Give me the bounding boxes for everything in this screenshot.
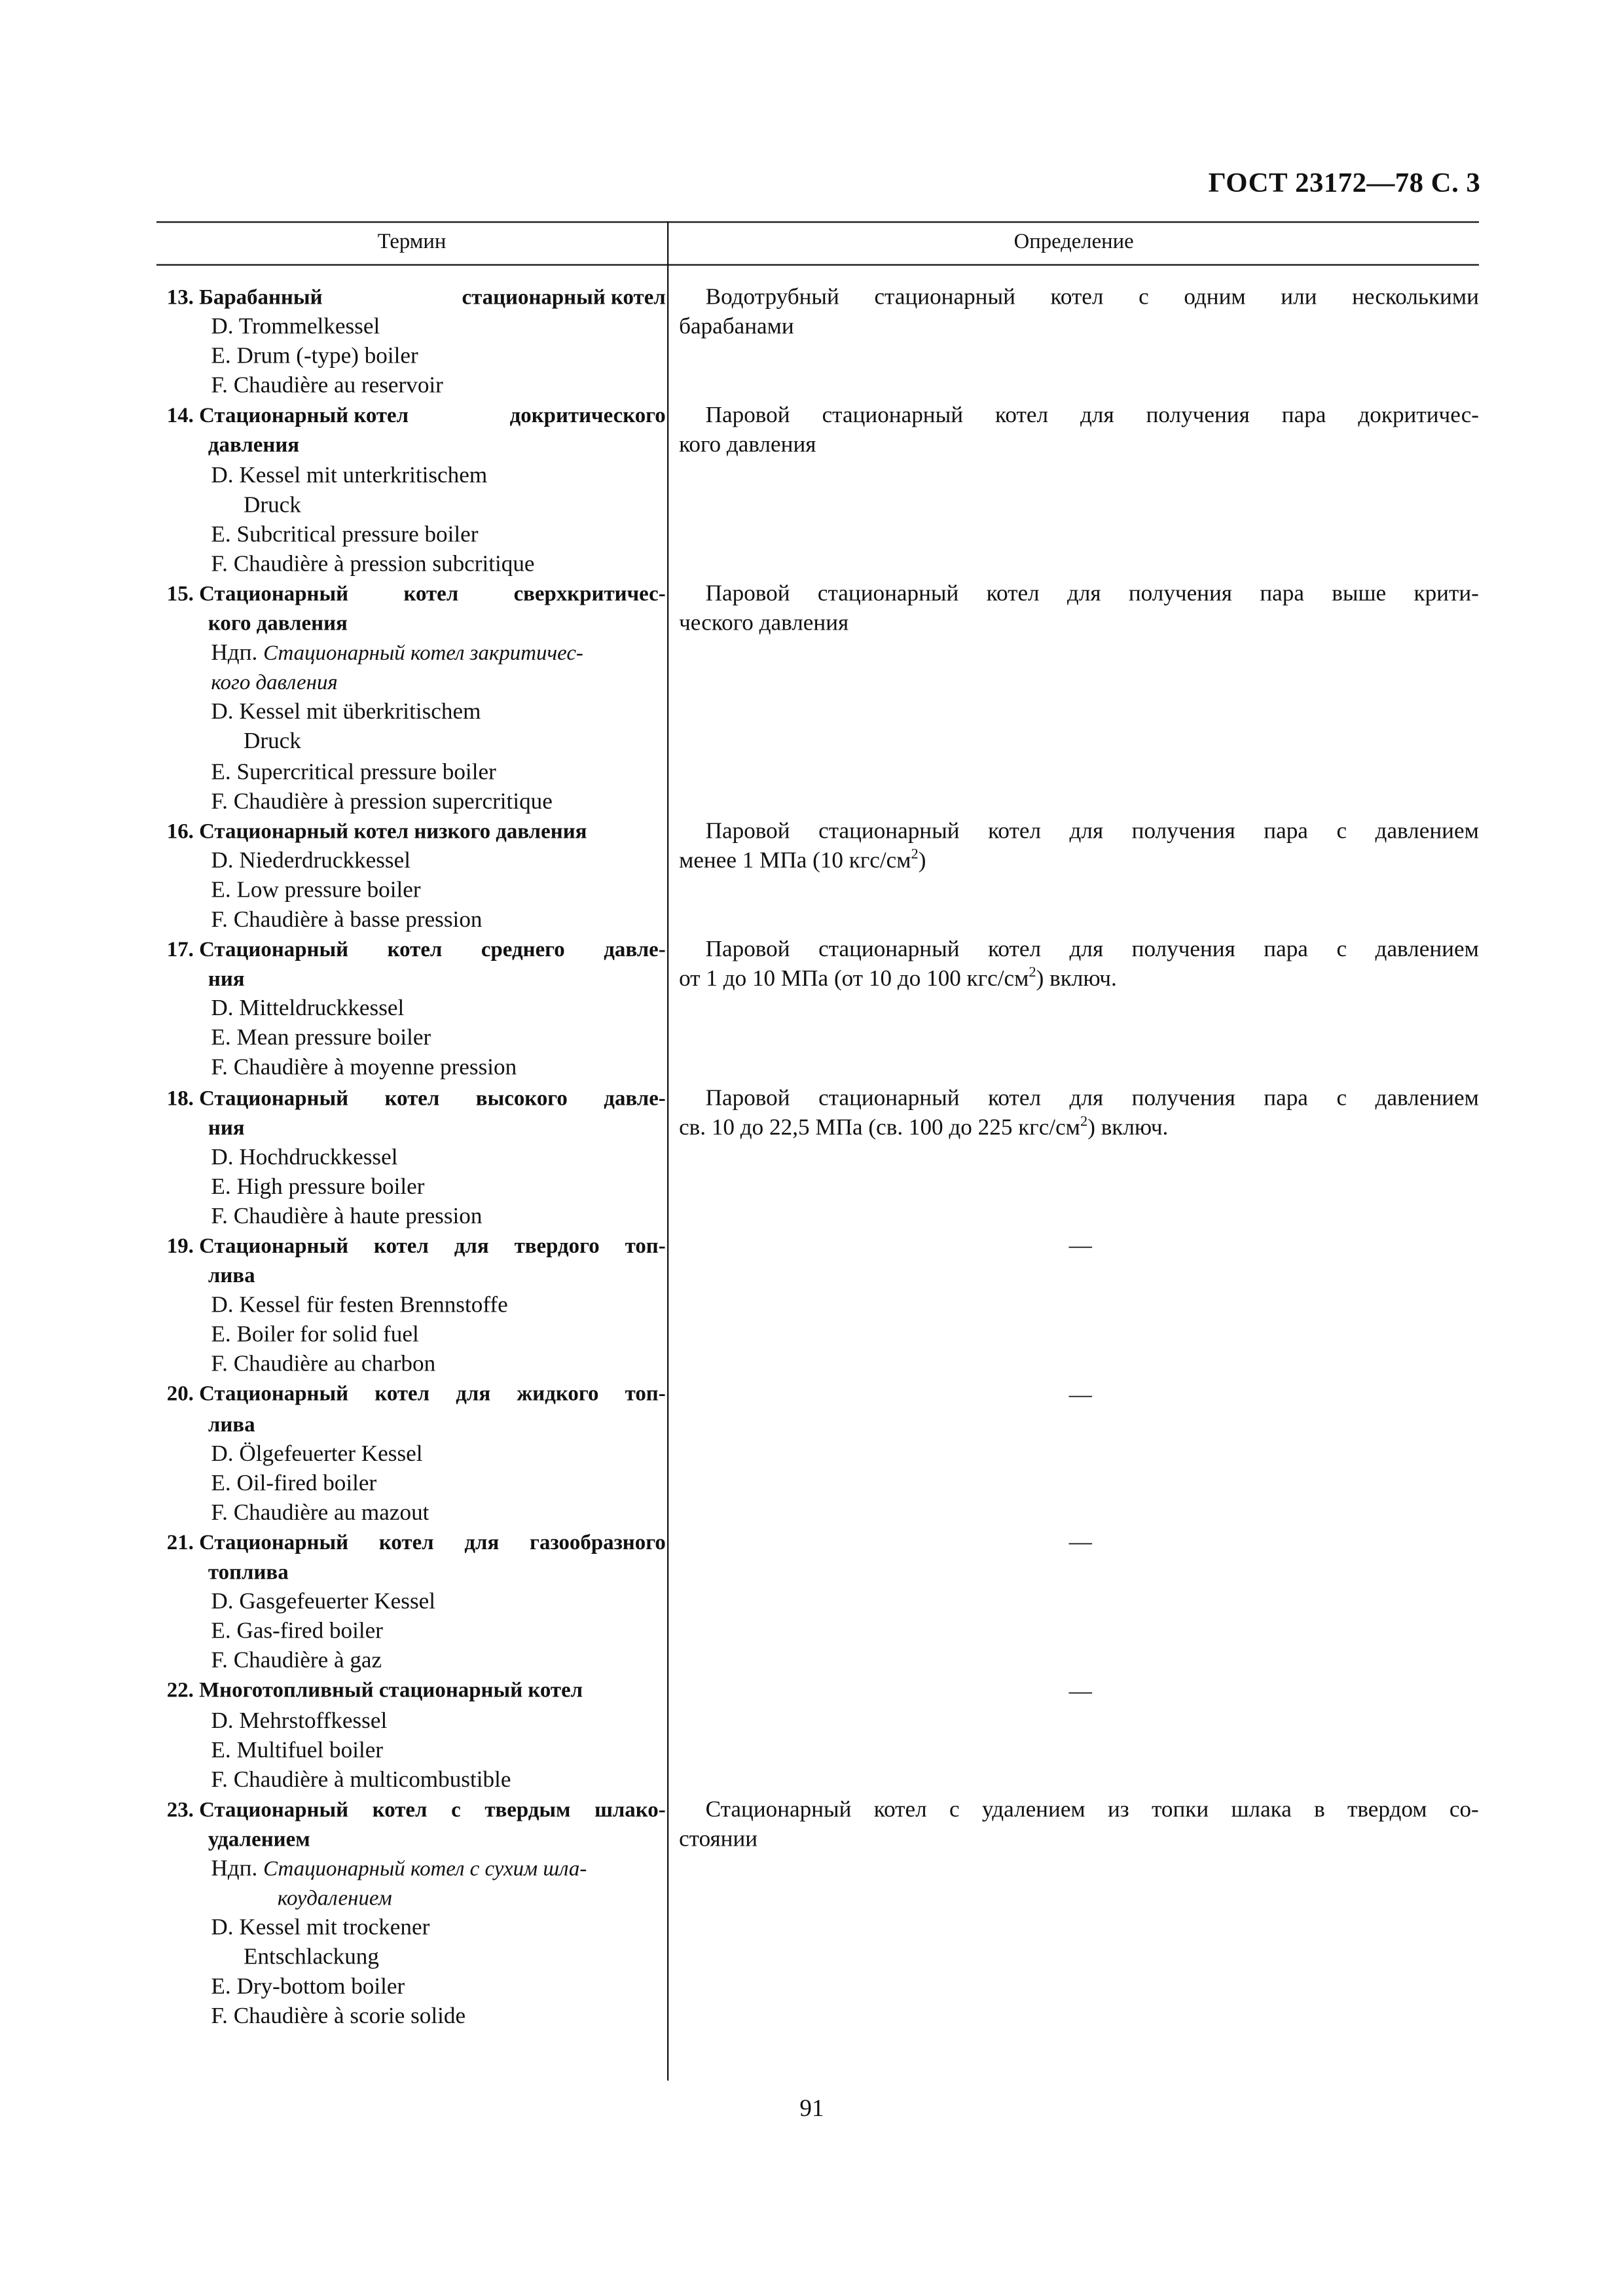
definition-word: получения [1131, 818, 1235, 844]
definition-word: давлением [1375, 1085, 1479, 1111]
term-title-word: твердого [514, 1235, 600, 1259]
foreign-equivalent-line: D. Mehrstoffkessel [211, 1708, 388, 1733]
term-number: 23. [166, 1798, 200, 1822]
term-title-line [167, 402, 666, 431]
foreign-equivalent-line: D. Ölgefeuerter Kessel [211, 1441, 423, 1467]
term-title-word: котел [374, 1235, 429, 1259]
deprecated-term-line: Ндп. Стационарный котел закритичес- [211, 640, 583, 666]
definition-line: ческого давления [679, 611, 849, 636]
term-title-word: с [451, 1798, 461, 1822]
definition-word: одним [1184, 285, 1246, 310]
term-number: 13. [166, 286, 200, 310]
definition-text [679, 1084, 1479, 1143]
definition-line [679, 580, 1479, 609]
foreign-equivalent-line: Druck [243, 729, 301, 755]
term-title-word: 15. Стационарный [166, 583, 349, 607]
term-number: 14. [166, 404, 200, 429]
definition-word: с [949, 1797, 960, 1823]
term-title-line: ния [208, 1116, 245, 1140]
term-title-line [167, 1084, 666, 1113]
deprecated-term: коудалением [277, 1887, 392, 1911]
foreign-equivalent-line: D. Kessel für festen Brennstoffe [211, 1293, 508, 1318]
foreign-equivalent-line: F. Chaudière au reservoir [211, 374, 443, 399]
term-title-line: 16. Стационарный котел низкого давления [166, 819, 587, 844]
term-entry [167, 1232, 666, 1381]
definition-word: стационарный [817, 581, 959, 607]
definition-word: докритичес- [1358, 403, 1480, 429]
term-title-line [167, 1380, 666, 1410]
term-number: 20. [166, 1383, 200, 1407]
definition-line: менее 1 МПа (10 кгс/$см^2$) [679, 846, 926, 874]
definition-word: топки [1151, 1797, 1209, 1823]
term-title-line [167, 580, 666, 609]
term-title-word: котел [378, 1532, 434, 1556]
definition-word: получения [1128, 581, 1233, 607]
term-title-word: газообразного [530, 1532, 666, 1556]
term-title-line: топлива [208, 1561, 289, 1585]
term-entry [167, 283, 666, 402]
term-title-word: жидкого [517, 1383, 599, 1407]
definition-word: получения [1131, 1085, 1235, 1111]
term-title-word: сверхкритичес- [513, 583, 666, 607]
term-title-word: докритического [509, 404, 666, 429]
definition-dash: — [1068, 1530, 1092, 1556]
term-entry [167, 1084, 666, 1232]
superscript: 2 [911, 846, 919, 863]
definition-word: Стационарный [705, 1797, 852, 1823]
definition-line [679, 402, 1479, 431]
term-title-line: лива [208, 1265, 255, 1289]
term-title-word: топ- [625, 1235, 666, 1259]
definition-word: пара [1264, 1085, 1308, 1111]
column-header-definition: Определение [1013, 230, 1134, 254]
foreign-equivalent-line: F. Chaudière au mazout [211, 1500, 429, 1526]
definition-line [679, 1796, 1479, 1825]
definition-word: Паровой [705, 581, 790, 607]
term-title-word: котел [374, 1383, 430, 1407]
definition-word: крити- [1413, 581, 1479, 607]
definition-word: с [1139, 285, 1149, 310]
term-title-word: котел [403, 583, 459, 607]
terms-column [167, 283, 666, 2033]
term-title-word: среднего [481, 939, 565, 963]
table-top-rule [156, 221, 1479, 223]
definition-text [679, 936, 1479, 996]
definition-dash: — [1068, 1678, 1092, 1704]
definition-word: котел [988, 818, 1042, 844]
superscript: 2 [1029, 965, 1036, 982]
term-title-word: 14. Стационарный котел [166, 404, 409, 429]
term-title-word: для [454, 1235, 489, 1259]
definition-word: стационарный [818, 937, 960, 963]
term-title-line: удалением [208, 1828, 310, 1852]
definition-word: получения [1131, 937, 1235, 963]
definition-word: пара [1264, 818, 1308, 844]
term-title-line [167, 1529, 666, 1558]
definition-dash: — [1068, 1382, 1092, 1408]
foreign-equivalent-line: F. Chaudière à pression subcritique [211, 551, 535, 577]
document-id: ГОСТ 23172—78 С. 3 [1208, 168, 1481, 200]
definition-line [679, 1084, 1479, 1113]
foreign-equivalent-line: E. High pressure boiler [211, 1174, 425, 1200]
definition-word: Водотрубный [705, 285, 839, 310]
term-number: 19. [166, 1235, 200, 1259]
term-title-word: 23. Стационарный [166, 1798, 349, 1822]
foreign-equivalent-line: E. Oil-fired boiler [211, 1471, 377, 1496]
term-entry [167, 1795, 666, 2032]
definition-word: котел [873, 1797, 927, 1823]
definition-word: котел [988, 1085, 1042, 1111]
term-title-word: шлако- [594, 1798, 666, 1822]
term-entry [167, 935, 666, 1084]
foreign-equivalent-line: D. Kessel mit überkritischem [211, 700, 481, 725]
definition-word: из [1107, 1797, 1129, 1823]
definition-word: несколькими [1352, 285, 1479, 310]
term-title-word: котел [372, 1798, 428, 1822]
term-title-word: стационарный котел [462, 286, 666, 310]
foreign-equivalent-line: E. Drum (-type) boiler [211, 344, 418, 370]
definition-line [679, 283, 1479, 313]
definition-word: котел [986, 581, 1040, 607]
foreign-equivalent-line: F. Chaudière à gaz [211, 1648, 382, 1674]
definition-word: получения [1146, 403, 1250, 429]
definition-word: Паровой [705, 937, 790, 963]
definition-text [679, 580, 1479, 639]
term-title-word: высокого [475, 1086, 568, 1111]
term-entry [167, 1529, 666, 1677]
definition-word: Паровой [705, 403, 790, 429]
term-title-line [167, 1232, 666, 1262]
deprecated-term: Стационарный котел закритичес- [263, 641, 583, 666]
term-title-word: для [456, 1383, 491, 1407]
term-number: 16. [166, 819, 200, 844]
definition-word: давлением [1375, 937, 1479, 963]
term-entry [167, 817, 666, 935]
term-title-word: 18. Стационарный [166, 1086, 349, 1111]
foreign-equivalent-line: Druck [243, 492, 301, 518]
definition-word: для [1067, 581, 1101, 607]
definition-word: с [1336, 818, 1347, 844]
definition-line: стоянии [679, 1827, 758, 1852]
term-title-line [167, 1795, 666, 1825]
term-title-line: лива [208, 1412, 255, 1437]
deprecated-term: кого давления [211, 672, 338, 696]
definition-text [679, 402, 1479, 461]
definition-word: Паровой [705, 1085, 790, 1111]
foreign-equivalent-line: D. Mitteldruckkessel [211, 996, 405, 1022]
foreign-equivalent-line: D. Kessel mit unterkritischem [211, 462, 488, 488]
term-title-line: 22. Многотопливный стационарный котел [166, 1679, 583, 1704]
definition-dash: — [1068, 1234, 1092, 1259]
foreign-equivalent-line: F. Chaudière à moyenne pression [211, 1055, 517, 1081]
foreign-equivalent-line: E. Supercritical pressure boiler [211, 759, 496, 785]
term-title-line: давления [208, 434, 300, 458]
definition-word: пара [1260, 581, 1304, 607]
term-title-word: 21. Стационарный [166, 1532, 349, 1556]
foreign-equivalent-line: E. Dry-bottom boiler [211, 1975, 405, 2000]
definition-word: котел [988, 937, 1042, 963]
foreign-equivalent-line: E. Low pressure boiler [211, 878, 421, 903]
foreign-equivalent-line: D. Niederdruckkessel [211, 848, 410, 874]
superscript: 2 [1080, 1113, 1088, 1130]
column-header-term: Термин [377, 230, 447, 254]
foreign-equivalent-line: D. Gasgefeuerter Kessel [211, 1589, 436, 1615]
foreign-equivalent-line: E. Mean pressure boiler [211, 1026, 431, 1051]
definition-word: для [1069, 1085, 1104, 1111]
foreign-equivalent-line: F. Chaudière à basse pression [211, 907, 483, 933]
definition-text [679, 283, 1479, 343]
definition-word: котел [1050, 285, 1104, 310]
definition-word: давлением [1375, 818, 1479, 844]
definition-word: стационарный [818, 818, 960, 844]
foreign-equivalent-line: E. Gas-fired boiler [211, 1619, 384, 1645]
definition-text [679, 817, 1479, 877]
term-entry [167, 402, 666, 580]
definition-word: стационарный [818, 1085, 960, 1111]
definition-word: пара [1281, 403, 1326, 429]
foreign-equivalent-line: D. Hochdruckkessel [211, 1144, 398, 1170]
foreign-equivalent-line: E. Boiler for solid fuel [211, 1322, 419, 1348]
definition-word: стационарный [874, 285, 1015, 310]
term-title-word: топ- [625, 1383, 666, 1407]
definition-line: барабанами [679, 314, 794, 340]
term-title-line [167, 283, 666, 313]
definition-word: для [1069, 937, 1104, 963]
definition-word: Паровой [705, 818, 790, 844]
definition-word: с [1336, 1085, 1347, 1111]
foreign-equivalent-line: F. Chaudière à pression supercritique [211, 789, 553, 814]
definition-word: шлака [1231, 1797, 1292, 1823]
definition-word: для [1080, 403, 1114, 429]
definition-word: пара [1264, 937, 1308, 963]
term-entry [167, 580, 666, 817]
term-title-word: 19. Стационарный [166, 1235, 349, 1259]
definition-line: кого давления [679, 433, 816, 458]
term-title-word: котел [387, 939, 443, 963]
foreign-equivalent-line: D. Trommelkessel [211, 314, 380, 340]
term-number: 15. [166, 583, 200, 607]
term-title-word: 17. Стационарный [166, 939, 349, 963]
term-title-word: котел [384, 1086, 440, 1111]
definition-line: св. 10 до 22,5 МПа (св. 100 до 225 кгс/$см^2$) включ. [679, 1113, 1169, 1141]
definition-text [679, 1796, 1479, 1856]
definition-word: стационарный [822, 403, 964, 429]
term-entry [167, 1380, 666, 1529]
definition-word: твердом [1347, 1797, 1427, 1823]
foreign-equivalent-line: F. Chaudière à multicombustible [211, 1767, 511, 1793]
foreign-equivalent-line: E. Multifuel boiler [211, 1737, 384, 1763]
page-number: 91 [799, 2094, 824, 2122]
definition-word: с [1336, 937, 1347, 963]
definition-word: котел [995, 403, 1049, 429]
term-title-word: 13. Барабанный [166, 286, 323, 310]
term-title-word: для [464, 1532, 500, 1556]
foreign-equivalent-line: F. Chaudière à scorie solide [211, 2004, 466, 2030]
term-number: 17. [166, 939, 200, 963]
definition-word: для [1069, 818, 1104, 844]
definition-word: удалением [981, 1797, 1085, 1823]
table-header-rule [156, 264, 1479, 266]
table-column-divider [667, 221, 668, 2081]
term-number: 22. [166, 1679, 200, 1704]
definition-line [679, 936, 1479, 965]
foreign-equivalent-line: F. Chaudière à haute pression [211, 1204, 483, 1229]
definition-line [679, 817, 1479, 847]
foreign-equivalent-line: E. Subcritical pressure boiler [211, 522, 479, 547]
definition-word: в [1314, 1797, 1325, 1823]
term-title-word: 20. Стационарный [166, 1383, 349, 1407]
term-number: 18. [166, 1086, 200, 1111]
term-title-line: кого давления [208, 612, 348, 636]
term-title-word: давле- [604, 939, 666, 963]
definition-word: со- [1449, 1797, 1479, 1823]
foreign-equivalent-line: F. Chaudière au charbon [211, 1352, 436, 1378]
term-title-word: давле- [604, 1086, 666, 1111]
deprecated-term: Стационарный котел с сухим шла- [263, 1857, 587, 1882]
definition-line: от 1 до 10 МПа (от 10 до 100 кгс/$см^2$) включ. [679, 965, 1117, 992]
term-number: 21. [166, 1532, 200, 1556]
term-title-word: твердым [484, 1798, 571, 1822]
definition-word: или [1281, 285, 1317, 310]
term-title-line [167, 935, 666, 965]
foreign-equivalent-line: D. Kessel mit trockener [211, 1915, 430, 1941]
foreign-equivalent-line: Entschlackung [243, 1945, 379, 1971]
definition-word: выше [1332, 581, 1387, 607]
term-entry [167, 1677, 666, 1795]
term-title-line: ния [208, 968, 245, 992]
deprecated-term-line: Ндп. Стационарный котел с сухим шла- [211, 1856, 587, 1882]
